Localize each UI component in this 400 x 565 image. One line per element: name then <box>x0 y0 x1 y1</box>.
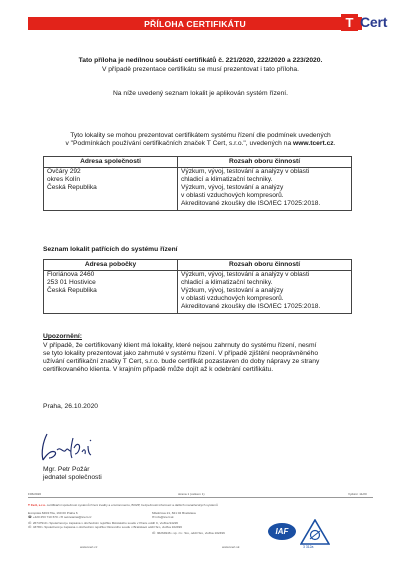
table2-header-scope: Rozsah oboru činností <box>178 260 352 271</box>
handwritten-signature <box>35 428 105 466</box>
annex-title: PŘÍLOHA CERTIFIKÁTU <box>144 18 246 29</box>
address-line: Floriánova 2460 <box>47 271 95 279</box>
scope-line: Výzkum, vývoj, testování a analýzy v oblasti <box>181 271 310 279</box>
address-line: okres Kolín <box>47 176 80 184</box>
scope-line: Akreditované zkoušky dle ISO/IEC 17025:2018. <box>181 200 321 208</box>
notice-line: užívání certifikační značky T Cert, s.r.o. bude certifikát pozastaven do doby nápravy ze strany <box>43 358 320 365</box>
scope-line: Akreditované zkoušky dle ISO/IEC 17025:2018. <box>181 303 321 311</box>
footer-contact-cz: ☎ +420 253 710 670 • ✉ sekretariat@tcert.cz <box>28 515 92 519</box>
document-code: F06/2020 <box>28 492 42 496</box>
site-list-heading: Seznam lokalit patřících do systému řízení <box>43 246 178 253</box>
tcert-website-link[interactable]: www.tcert.cz <box>293 140 334 147</box>
footer-company-name: T Cert, s.r.o. <box>28 503 46 507</box>
scope-line: chladicí a klimatizační techniky. <box>181 279 273 287</box>
table1-header-address: Adresa společnosti <box>44 157 178 168</box>
notice-title: Upozornění: <box>43 333 83 340</box>
signer-role: jednatel společnosti <box>43 474 102 481</box>
page-info: strana 1 (celkem 1) <box>178 492 205 496</box>
tcert-logo-text: Cert <box>360 14 388 30</box>
address-line: Česká Republika <box>47 184 97 192</box>
footer-web-sk[interactable]: www.tcert.sk <box>222 545 240 549</box>
table2-address-cell <box>44 271 178 313</box>
scope-line: chladicí a klimatizační techniky. <box>181 176 273 184</box>
conditions-line-1: Tyto lokality se mohou prezentovat certifikátem systému řízení dle podmínek uvedených <box>70 132 331 139</box>
address-line: Česká Republika <box>47 287 97 295</box>
signer-name: Mgr. Petr Požár <box>43 466 90 473</box>
iaf-accreditation-logo: IAF <box>268 523 296 540</box>
intro-presentation-note: V případě prezentace certifikátu se musí prezentovat i tato příloha. <box>101 66 300 73</box>
footer-company-description: certifikační společnost systémů řízení kvality a environmentu, BOZP, bezpečnosti informací a dalších manažerských systémů <box>46 503 218 507</box>
company-address-table <box>43 156 352 211</box>
table1-address-cell <box>44 168 178 210</box>
scope-line: Výzkum, vývoj, testování a analýzy <box>181 184 284 192</box>
footer-contact-sk: ✉ info@tcert.sk <box>152 515 174 519</box>
cai-accreditation-number: 3 312a <box>303 545 314 549</box>
notice-line: se tyto lokality prezentovat jako zahrnuté v systému řízení. V případě zjištění neoprávněného <box>43 350 319 357</box>
footer-registration-sk-2: IČ: 36264946 • sp. zn.: Sro, oddíl Sro, vložka 102496 <box>152 531 225 535</box>
cai-accreditation-icon <box>300 519 330 545</box>
table1-scope-cell <box>178 168 352 210</box>
annex-title-bar <box>28 17 362 30</box>
scope-line: Výzkum, vývoj, testování a analýzy v oblasti <box>181 168 310 176</box>
footer-address-sk: Miletičova 21, 821 02 Bratislava <box>152 511 196 515</box>
scope-line: v oblasti vzduchových kompresorů. <box>181 192 284 200</box>
footer-address-cz: Evropská 846/176a, 160 00 Praha 6 <box>28 511 78 515</box>
footer-registration-cz: IČ: 26747910 • Společnost je zapsána v obchodním rejstříku Městského soudu v Praze oddíl C, vložka 94226 <box>28 521 179 525</box>
tcert-logo-mark: T <box>341 14 358 31</box>
table2-header-address: Adresa pobočky <box>44 260 178 271</box>
intro-statement: Tato příloha je nedílnou součástí certifikátů č. 221/2020, 222/2020 a 223/2020. <box>78 57 323 64</box>
tcert-logo <box>341 13 387 31</box>
footer-web-cz[interactable]: www.tcert.cz <box>80 545 98 549</box>
table2-scope-cell <box>178 271 352 313</box>
conditions-line-2-end: . <box>333 140 336 147</box>
address-line: Ovčáry 292 <box>47 168 81 176</box>
scope-line: Výzkum, vývoj, testování a analýzy <box>181 287 284 295</box>
footer-divider <box>28 497 373 498</box>
issue-date: Praha, 26.10.2020 <box>43 403 99 410</box>
scope-line: v oblasti vzduchových kompresorů. <box>181 295 284 303</box>
notice-line: V případě, že certifikovaný klient má lokality, které nejsou zahrnuty do systému řízení, nesmí <box>43 342 317 349</box>
intro-sites-note: Na níže uvedený seznam lokalit je aplikován systém řízení. <box>112 90 289 97</box>
conditions-line-2 <box>28 140 373 148</box>
footer-registration-sk: IČ: 43780 • Společnost je zapsána v obchodním rejstříku Okresního soudu v Bratislavě oddíl Sro, vložka 102496 <box>28 525 182 529</box>
address-line: 253 01 Hostivice <box>47 279 96 287</box>
conditions-line-2-text: v "Podmínkách používání certifikačních značek T Cert, s.r.o.", uvedených na <box>65 140 294 147</box>
footer-company-line <box>28 503 373 507</box>
revision-info: Vydání: 11/20 <box>348 492 367 496</box>
branch-address-table <box>43 259 352 314</box>
notice-line: certifikovaného klienta. V krajním případě může dojít až k odebrání certifikátu. <box>43 366 274 373</box>
table1-header-scope: Rozsah oboru činností <box>178 157 352 168</box>
